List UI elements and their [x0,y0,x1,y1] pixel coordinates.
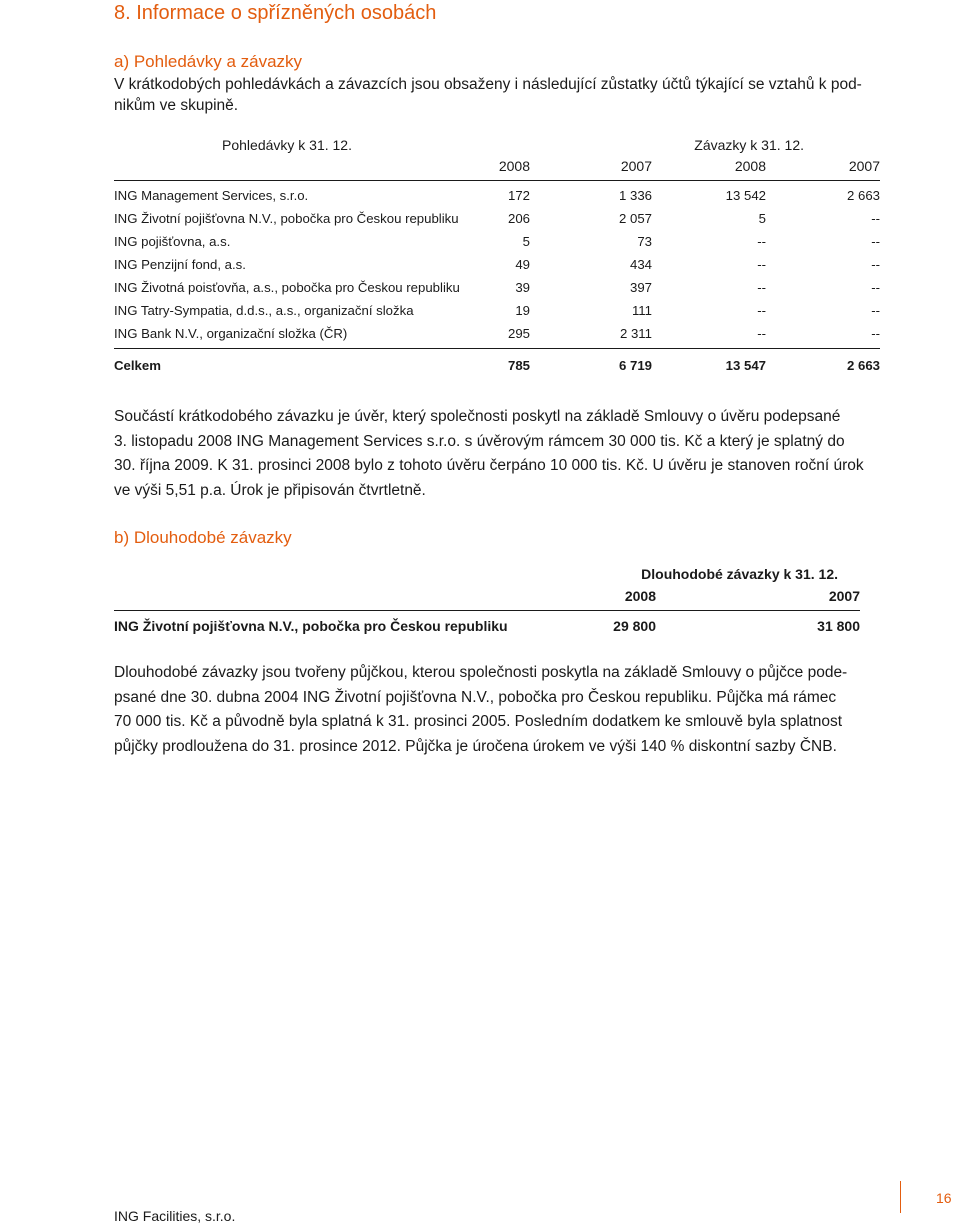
table-row [114,257,880,279]
table-a-header-rule [114,180,880,181]
year-header: 2008 [624,588,656,604]
table-b-header-rule [114,610,860,611]
cell: -- [757,280,766,295]
part-b-note [114,661,880,759]
row-name: ING Životní pojišťovna N.V., pobočka pro Českou republiku [114,618,508,634]
year-header: 2007 [828,588,860,604]
cell: 2 057 [618,211,652,226]
footer-divider [900,1181,901,1213]
table-row [114,618,860,640]
cell: 172 [507,188,530,203]
cell: -- [871,211,880,226]
table-b-group-header [114,566,860,588]
note-line: Součástí krátkodobého závazku je úvěr, který společnosti poskytl na základě Smlouvy o úvěru podepsané [114,408,841,425]
row-name: ING Bank N.V., organizační složka (ČR) [114,326,348,341]
note-line: psané dne 30. dubna 2004 ING Životní pojišťovna N.V., pobočka pro Českou republiku. Půjčka má rámec [114,688,837,706]
table-total-row [114,358,880,380]
cell: -- [871,280,880,295]
part-a-title: a) Pohledávky a závazky [114,52,303,71]
part-a-intro [114,74,874,116]
total-cell: 13 547 [725,358,766,373]
note-line: 3. listopadu 2008 ING Management Services s.r.o. s úvěrovým rámcem 30 000 tis. Kč a který je splatný do [114,432,845,450]
total-label: Celkem [114,358,161,373]
cell: 29 800 [613,618,656,634]
row-name: ING Tatry-Sympatia, d.d.s., a.s., organizační složka [114,303,414,318]
table-a-group-header [114,137,880,159]
section-title: 8. Informace o spřízněných osobách [114,2,437,24]
cell: 295 [507,326,530,341]
year-header: 2007 [620,158,652,174]
row-name: ING Penzijní fond, a.s. [114,257,246,272]
cell: -- [871,326,880,341]
long-term-group-label: Dlouhodobé závazky k 31. 12. [641,566,838,582]
note-line: Dlouhodobé závazky jsou tvořeny půjčkou, kterou společnosti poskytla na základě Smlouvy o půjčce pode- [114,664,848,681]
note-line: půjčky prodloužena do 31. prosince 2012. Půjčka je úročena úrokem ve výši 140 % diskontní sazby ČNB. [114,737,837,755]
table-b-year-header [114,588,860,610]
part-b-title: b) Dlouhodobé závazky [114,528,292,547]
table-a-year-header [114,158,880,180]
total-cell: 785 [507,358,530,373]
footer-company: ING Facilities, s.r.o. [114,1208,236,1224]
cell: 111 [631,303,652,318]
cell: 49 [515,257,530,272]
total-cell: 2 663 [846,358,880,373]
table-row [114,303,880,325]
cell: 5 [522,234,530,249]
table-a-total-rule [114,348,880,349]
intro-line: V krátkodobých pohledávkách a závazcích jsou obsaženy i následující zůstatky účtů týkající se vztahů k pod- [114,76,862,93]
year-header: 2008 [498,158,530,174]
cell: 39 [515,280,530,295]
page-number: 16 [936,1190,952,1206]
cell: -- [871,257,880,272]
cell: -- [871,234,880,249]
receivables-group-label: Pohledávky k 31. 12. [222,137,352,153]
note-line: 30. října 2009. K 31. prosinci 2008 bylo z tohoto úvěru čerpáno 10 000 tis. Kč. U úvěru je stanoven roční úrok [114,457,864,474]
cell: -- [757,326,766,341]
table-row [114,211,880,233]
cell: 206 [507,211,530,226]
intro-line: nikům ve skupině. [114,97,239,114]
cell: 1 336 [618,188,652,203]
cell: 31 800 [817,618,860,634]
cell: -- [757,234,766,249]
cell: 73 [637,234,652,249]
cell: 2 663 [846,188,880,203]
row-name: ING Životná poisťovňa, a.s., pobočka pro Českou republiku [114,280,460,295]
cell: 2 311 [619,326,652,341]
row-name: ING pojišťovna, a.s. [114,234,231,249]
table-row [114,188,880,210]
row-name: ING Životní pojišťovna N.V., pobočka pro Českou republiku [114,211,459,226]
cell: -- [757,303,766,318]
year-header: 2008 [734,158,766,174]
cell: 434 [629,257,652,272]
row-name: ING Management Services, s.r.o. [114,188,309,203]
cell: 5 [758,211,766,226]
cell: 19 [515,303,530,318]
note-line: ve výši 5,51 p.a. Úrok je připisován čtvrtletně. [114,481,426,499]
cell: 397 [629,280,652,295]
table-row [114,280,880,302]
note-line: 70 000 tis. Kč a původně byla splatná k 31. prosinci 2005. Posledním dodatkem ke smlouvě byla splatnost [114,713,843,730]
part-a-note [114,405,880,503]
cell: 13 542 [725,188,766,203]
cell: -- [757,257,766,272]
table-row [114,234,880,256]
table-row [114,326,880,348]
liabilities-group-label: Závazky k 31. 12. [694,137,804,153]
total-cell: 6 719 [618,358,652,373]
year-header: 2007 [848,158,880,174]
cell: -- [871,303,880,318]
